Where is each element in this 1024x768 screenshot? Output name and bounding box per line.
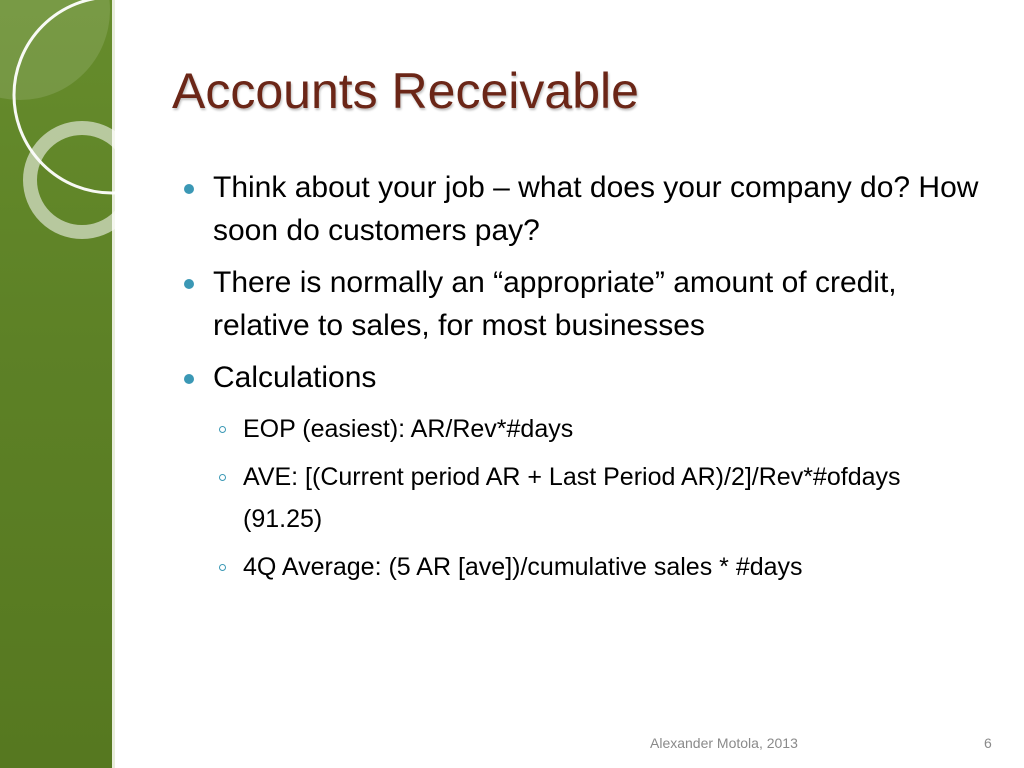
bullet-marker-icon	[184, 184, 194, 194]
bullet-text: Calculations	[213, 361, 377, 394]
slide-content	[182, 166, 982, 594]
sub-bullet-marker-icon	[219, 474, 226, 481]
bullet-marker-icon	[184, 374, 194, 384]
sub-bullet-item	[182, 456, 982, 540]
sub-bullet-marker-icon	[219, 564, 226, 571]
bullet-text: Think about your job – what does your company do? How soon do customers pay?	[213, 171, 979, 247]
footer-author: Alexander Motola, 2013	[650, 735, 798, 751]
bullet-item	[182, 261, 982, 347]
page-number: 6	[984, 735, 992, 751]
bullet-text: There is normally an “appropriate” amount of credit, relative to sales, for most businesses	[213, 266, 897, 342]
sub-bullet-text: 4Q Average: (5 AR [ave])/cumulative sales * #days	[243, 553, 803, 581]
sub-bullet-text: AVE: [(Current period AR + Last Period AR)/2]/Rev*#ofdays (91.25)	[243, 463, 901, 533]
sub-bullet-text: EOP (easiest): AR/Rev*#days	[243, 415, 574, 443]
bullet-item	[182, 356, 982, 399]
sub-bullet-marker-icon	[219, 426, 226, 433]
sub-bullet-item	[182, 546, 982, 588]
bullet-item	[182, 166, 982, 252]
sub-bullet-item	[182, 408, 982, 450]
slide-title: Accounts Receivable	[172, 63, 639, 119]
bullet-marker-icon	[184, 279, 194, 289]
